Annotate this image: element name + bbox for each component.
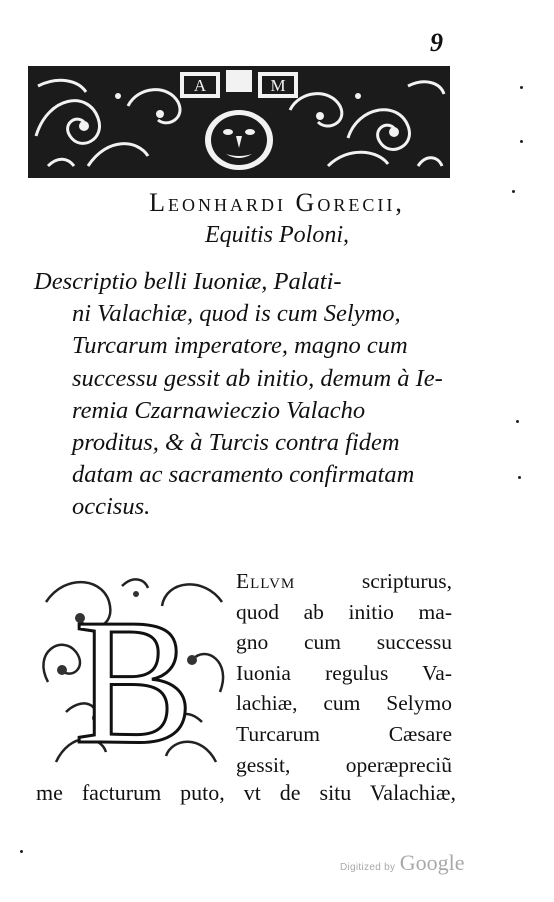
watermark-brand: Google xyxy=(399,850,465,875)
digitizer-watermark xyxy=(340,850,465,876)
scan-speck xyxy=(520,140,523,143)
body-column xyxy=(236,566,452,780)
body-line: gno cum successu xyxy=(236,630,452,655)
summary-line: proditus, & à Turcis contra fidem xyxy=(72,428,400,456)
scan-speck xyxy=(516,420,519,423)
scan-speck xyxy=(512,190,515,193)
monogram-right: M xyxy=(270,76,286,95)
body-line: quod ab initio ma- xyxy=(236,599,452,624)
heading-title: Leonhardi Gorecii, xyxy=(149,188,405,217)
body-line: gessit, operæpreciũ xyxy=(236,752,452,777)
lead-rest: scripturus, xyxy=(295,569,452,593)
summary-line: ni Valachiæ, quod is cum Selymo, xyxy=(72,300,401,328)
summary-line: Descriptio belli Iuoniæ, Palati- xyxy=(34,268,342,295)
ornamental-headpiece xyxy=(28,66,450,178)
summary-line: datam ac sacramento confirmatam xyxy=(72,461,415,489)
scan-speck xyxy=(20,850,23,853)
lead-word: Ellvm xyxy=(236,569,296,593)
body-full-width-line: me facturum puto, vt de situ Valachiæ, xyxy=(36,780,456,805)
monogram-left: A xyxy=(193,76,207,95)
body-first-line xyxy=(236,566,452,597)
body-line: Iuonia regulus Va- xyxy=(236,660,452,685)
decorated-initial xyxy=(36,572,232,772)
body-line: Turcarum Cæsare xyxy=(236,721,452,746)
initial-letter: B xyxy=(73,582,195,772)
scan-speck xyxy=(518,476,521,479)
page-number: 9 xyxy=(430,28,443,57)
watermark-prefix: Digitized by xyxy=(340,862,396,873)
scan-speck xyxy=(520,86,523,89)
body-line: lachiæ, cum Selymo xyxy=(236,691,452,716)
summary-line: occisus. xyxy=(72,493,151,521)
summary-paragraph xyxy=(34,266,454,524)
summary-line: Turcarum imperatore, magno cum xyxy=(72,332,408,360)
summary-line: remia Czarnawieczio Valacho xyxy=(72,396,366,424)
heading-subtitle: Equitis Poloni, xyxy=(205,222,349,248)
summary-line: successu gessit ab initio, demum à Ie- xyxy=(72,364,443,392)
